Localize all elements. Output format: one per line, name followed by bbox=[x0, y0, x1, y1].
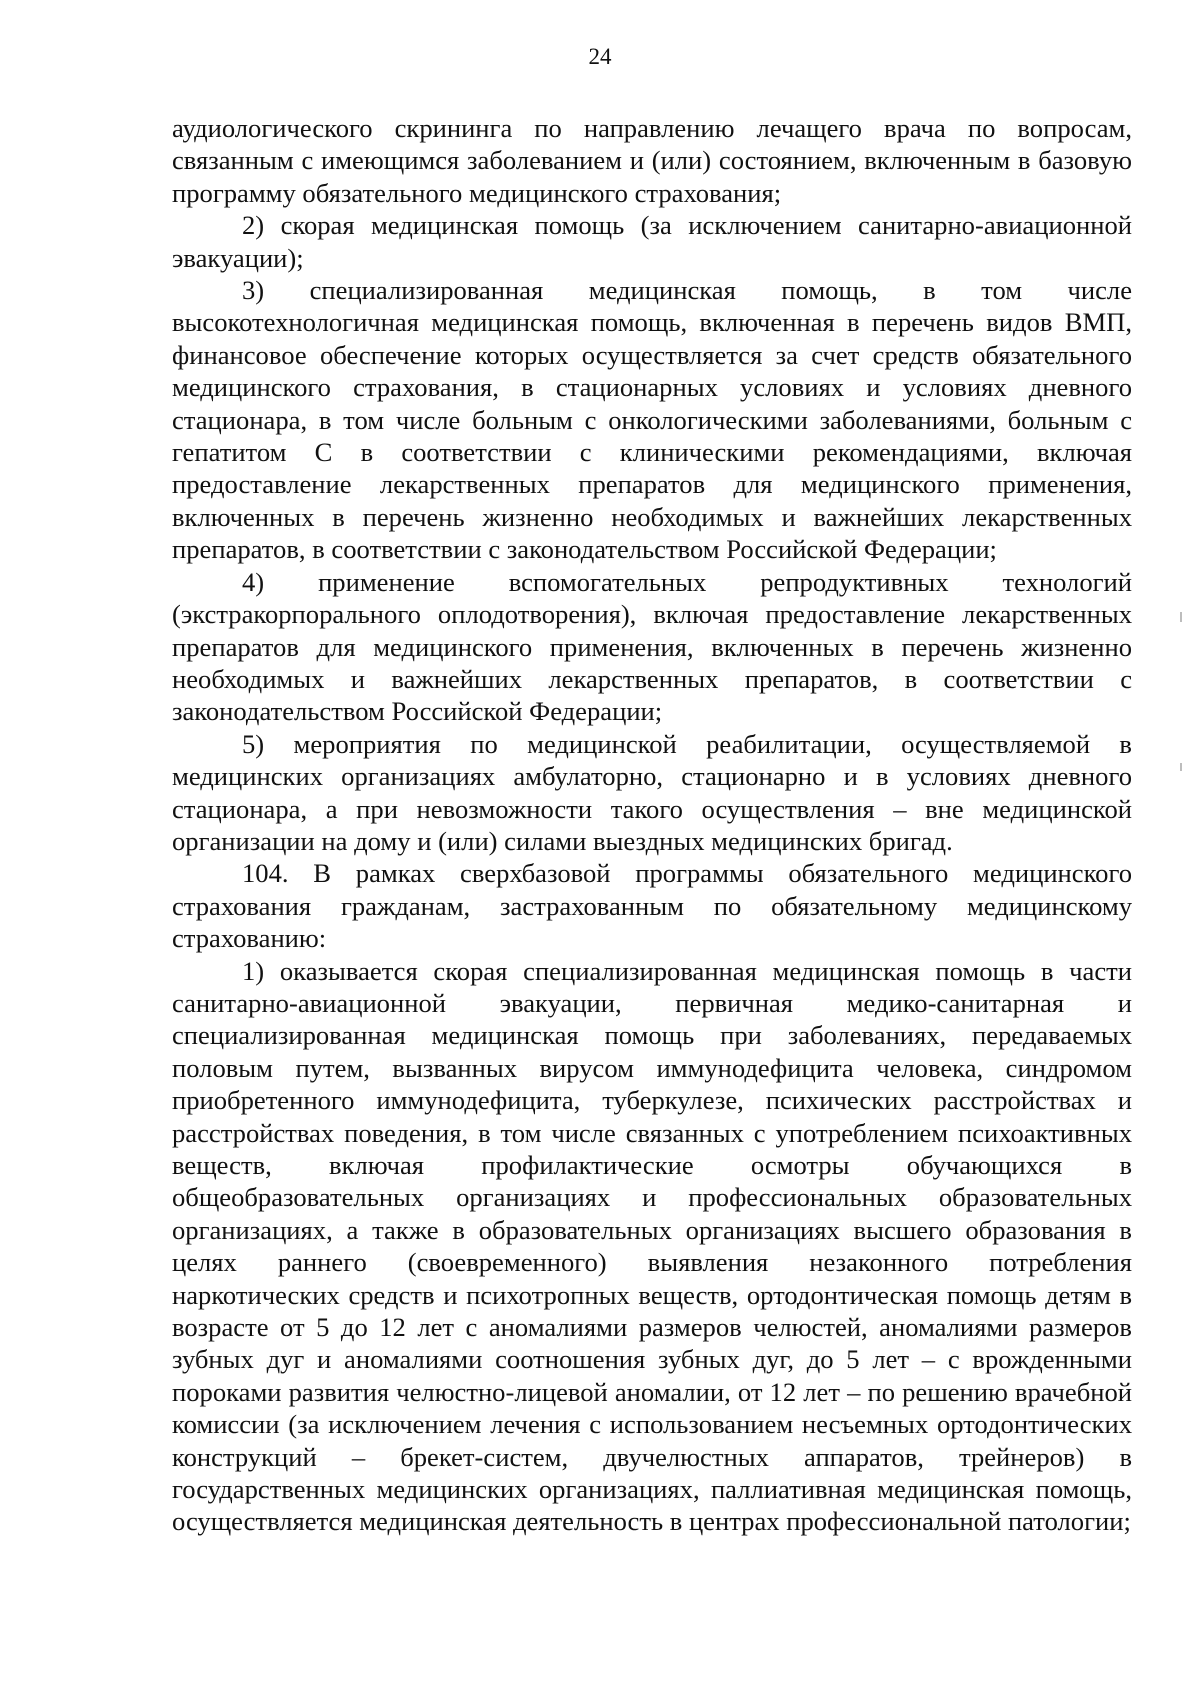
paragraph-item-5: 5) мероприятия по медицинской реабилитации, осуществляемой в медицинских организациях амбулаторно, стационарно и в условиях дневного стационара, а при невозможности такого осуществления – вне медицинской организации на дому и (или) силами выездных медицинских бригад. bbox=[172, 728, 1132, 856]
document-body bbox=[172, 112, 1132, 1538]
scan-margin-mark bbox=[1180, 612, 1182, 622]
paragraph-item-4: 4) применение вспомогательных репродуктивных технологий (экстракорпорального оплодотворения), включая предоставление лекарственных препаратов для медицинского применения, включенных в перечень жизненно необходимых и важнейших лекарственных препаратов, в соответствии с законодательством Российской Федерации; bbox=[172, 566, 1132, 727]
paragraph-item-2: 2) скорая медицинская помощь (за исключением санитарно-авиационной эвакуации); bbox=[172, 210, 1132, 273]
page-number: 24 bbox=[588, 44, 612, 69]
paragraph-item-3: 3) специализированная медицинская помощь, в том числе высокотехнологичная медицинская помощь, включенная в перечень видов ВМП, финансовое обеспечение которых осуществляется за счет средств обязательного медицинского страхования, в стационарных условиях и условиях дневного стационара, в том числе больным с онкологическими заболеваниями, больным с гепатитом С в соответствии с клиническими рекомендациями, включая предоставление лекарственных препаратов для медицинского применения, включенных в перечень жизненно необходимых и важнейших лекарственных препаратов, в соответствии с законодательством Российской Федерации; bbox=[172, 275, 1132, 565]
scan-margin-mark bbox=[1180, 763, 1182, 771]
paragraph-section-104: 104. В рамках сверхбазовой программы обязательного медицинского страхования гражданам, застрахованным по обязательному медицинскому страхованию: bbox=[172, 858, 1132, 954]
paragraph-continuation: аудиологического скрининга по направлению лечащего врача по вопросам, связанным с имеющимся заболеванием и (или) состоянием, включенным в базовую программу обязательного медицинского страхования; bbox=[172, 113, 1132, 208]
paragraph-item-1: 1) оказывается скорая специализированная медицинская помощь в части санитарно-авиационной эвакуации, первичная медико-санитарная и специализированная медицинская помощь при заболеваниях, передаваемых половым путем, вызванных вирусом иммунодефицита человека, синдромом приобретенного иммунодефицита, туберкулезе, психических расстройствах и расстройствах поведения, в том числе связанных с употреблением психоактивных веществ, включая профилактические осмотры обучающихся в общеобразовательных организациях и профессиональных образовательных организациях, а также в образовательных организациях высшего образования в целях раннего (своевременного) выявления незаконного потребления наркотических средств и психотропных веществ, ортодонтическая помощь детям в возрасте от 5 до 12 лет с аномалиями размеров челюстей, аномалиями размеров зубных дуг и аномалиями соотношения зубных дуг, до 5 лет – с врожденными пороками развития челюстно-лицевой аномалии, от 12 лет – по решению врачебной комиссии (за исключением лечения с использованием несъемных ортодонтических конструкций – брекет-систем, двучелюстных аппаратов, трейнеров) в государственных медицинских организациях, паллиативная медицинская помощь, осуществляется медицинская деятельность в центрах профессиональной патологии; bbox=[172, 955, 1132, 1537]
